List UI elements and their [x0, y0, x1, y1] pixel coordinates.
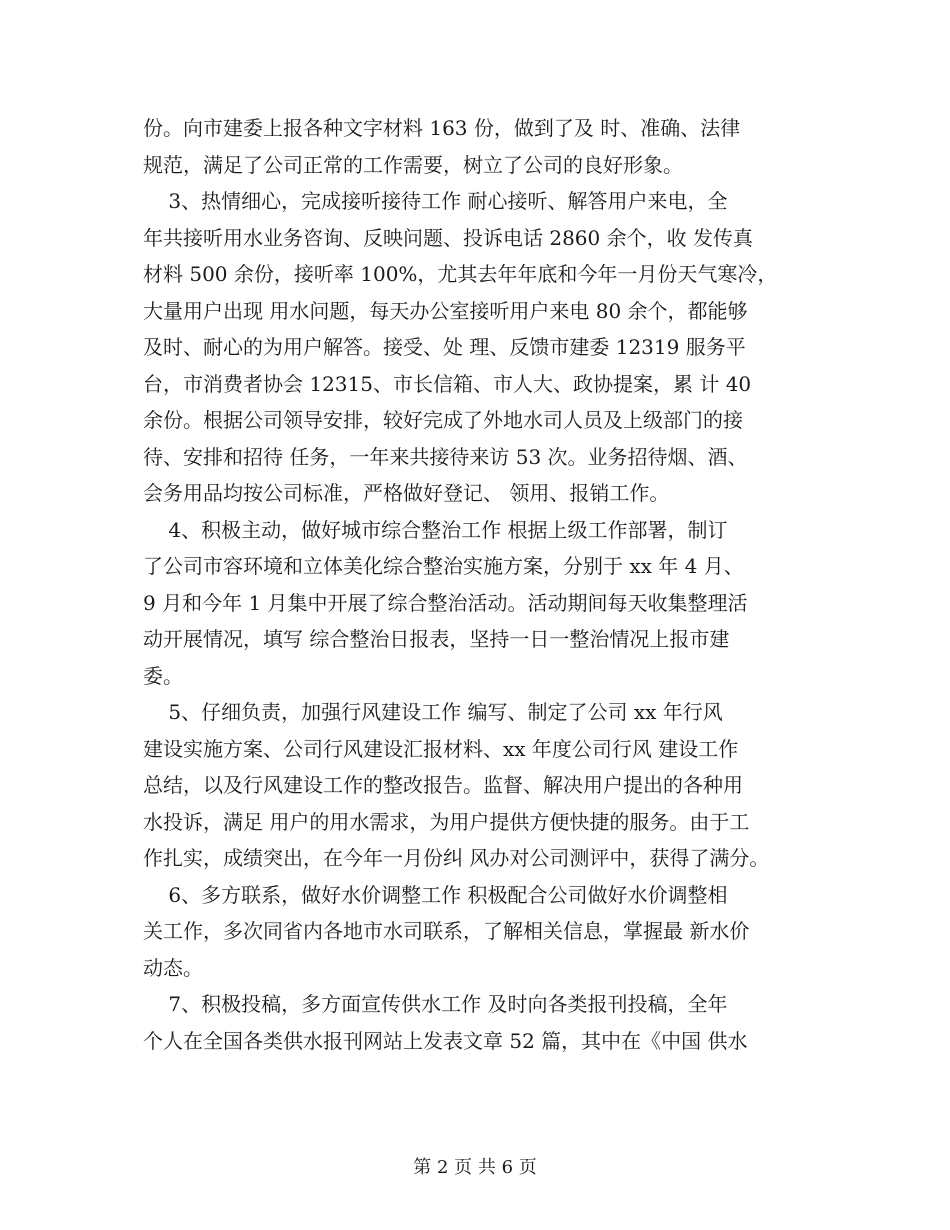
text-line: 规范，满足了公司正常的工作需要，树立了公司的良好形象。 [143, 152, 683, 177]
text-line: 作扎实，成绩突出，在今年一月份纠 风办对公司测评中，获得了满分。 [143, 846, 770, 870]
text-line: 动态。 [143, 955, 203, 980]
document-body [143, 113, 823, 1062]
text-line: 份。向市建委上报各种文字材料 163 份，做到了及 时、准确、法律 [143, 116, 741, 140]
text-line: 水投诉，满足 用户的用水需求，为用户提供方便快捷的服务。由于工 [143, 809, 750, 834]
text-line: 总结，以及行风建设工作的整改报告。监督、解决用户提出的各种用 [143, 773, 743, 797]
text-line: 及时、耐心的为用户解答。接受、处 理、反馈市建委 12319 服务平 [143, 335, 746, 359]
text-line: 会务用品均按公司标准，严格做好登记、 领用、报销工作。 [143, 481, 670, 505]
text-line: 关工作，多次同省内各地市水司联系，了解相关信息，掌握最 新水价 [143, 919, 750, 943]
text-line: 6、多方联系，做好水价调整工作 积极配合公司做好水价调整相 [143, 882, 728, 907]
text-line: 4、积极主动，做好城市综合整治工作 根据上级工作部署，制订 [143, 517, 728, 542]
text-line: 3、热情细心，完成接听接待工作 耐心接听、解答用户来电，全 [143, 189, 728, 213]
text-line: 材料 500 余份，接听率 100%，尤其去年年底和今年一月份天气寒冷， [143, 262, 778, 286]
text-line: 5、仔细负责，加强行风建设工作 编写、制定了公司 xx 年行风 [143, 700, 723, 724]
text-line: 了公司市容环境和立体美化综合整治实施方案，分别于 xx 年 4 月、 [143, 554, 744, 578]
text-line: 大量用户出现 用水问题，每天办公室接听用户来电 80 余个，都能够 [143, 298, 748, 323]
text-line: 委。 [143, 663, 183, 688]
page-number-footer: 第 2 页 共 6 页 [413, 1157, 537, 1178]
text-line: 建设实施方案、公司行风建设汇报材料、xx 年度公司行风 建设工作 [143, 736, 739, 761]
text-line: 台，市消费者协会 12315、市长信箱、市人大、政协提案，累 计 40 [143, 371, 752, 396]
text-line: 年共接听用水业务咨询、反映问题、投诉电话 2860 余个，收 发传真 [143, 225, 753, 250]
text-line: 9 月和今年 1 月集中开展了综合整治活动。活动期间每天收集整理活 [143, 590, 748, 615]
text-line: 余份。根据公司领导安排，较好完成了外地水司人员及上级部门的接 [143, 408, 743, 432]
text-line: 个人在全国各类供水报刊网站上发表文章 52 篇，其中在《中国 供水 [143, 1028, 748, 1053]
text-line: 待、安排和招待 任务，一年来共接待来访 53 次。业务招待烟、酒、 [143, 444, 748, 469]
text-line: 7、积极投稿，多方面宣传供水工作 及时向各类报刊投稿，全年 [143, 992, 728, 1016]
text-line: 动开展情况，填写 综合整治日报表，坚持一日一整治情况上报市建 [143, 627, 730, 651]
